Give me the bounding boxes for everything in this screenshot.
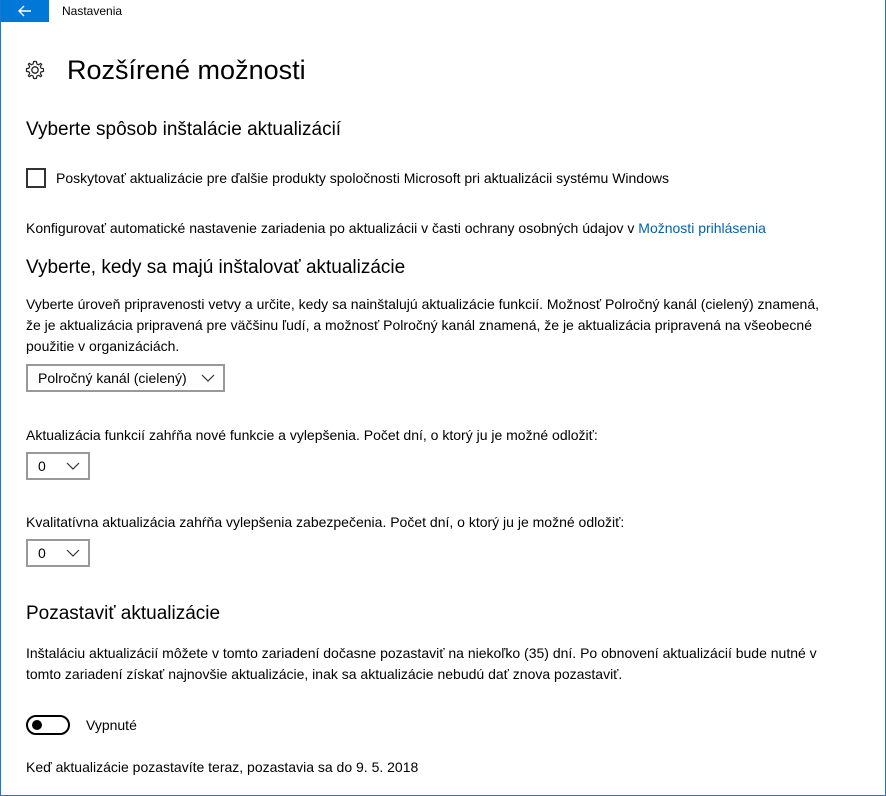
other-products-checkbox-label[interactable]: Poskytovať aktualizácie pre ďalšie produkty spoločnosti Microsoft pri aktualizácii systému Windows [56,170,669,186]
feature-update-label: Aktualizácia funkcií zahŕňa nové funkcie a vylepšenia. Počet dní, o ktorý ju je možné odložiť: [26,427,598,443]
config-text [26,218,836,239]
sign-in-options-link[interactable]: Možnosti prihlásenia [638,220,766,236]
config-text-label: Konfigurovať automatické nastavenie zariadenia po aktualizácii v časti ochrany osobných údajov v [26,220,639,236]
pause-updates-toggle[interactable] [26,715,70,735]
branch-readiness-select[interactable] [26,364,225,392]
quality-update-days-select[interactable] [26,539,90,567]
gear-icon [25,60,45,80]
branch-readiness-description: Vyberte úroveň pripravenosti vetvy a určite, kedy sa nainštalujú aktualizácie funkcií. Možnosť Polročný kanál (cielený) znamená, že je aktualizácia pripravená pre väčšinu ľudí, a možnosť Polročný kanál znamená, že je aktualizácia pripravená na všeobecné použitie v organizáciách. [26,296,820,354]
pause-updates-toggle-row[interactable] [26,715,137,735]
title-bar [1,0,885,22]
other-products-checkbox-row[interactable] [26,168,669,188]
pause-updates-toggle-label: Vypnuté [86,717,137,733]
feature-update-days-value: 0 [38,458,46,474]
toggle-knob [32,720,42,730]
other-products-checkbox[interactable] [26,168,46,188]
when-install-heading: Vyberte, kedy sa majú inštalovať aktualizácie [26,257,406,278]
quality-update-days-value: 0 [38,545,46,561]
page-title: Rozšírené možnosti [67,54,306,85]
branch-readiness-value: Polročný kanál (cielený) [38,370,187,386]
pause-until-note: Keď aktualizácie pozastavíte teraz, pozastavia sa do 9. 5. 2018 [26,759,419,775]
page-header [25,52,306,88]
feature-update-days-select[interactable] [26,452,90,480]
install-method-heading: Vyberte spôsob inštalácie aktualizácií [26,119,342,140]
chevron-down-icon [201,373,215,383]
pause-updates-heading: Pozastaviť aktualizácie [26,603,221,624]
chevron-down-icon [66,461,80,471]
pause-updates-description: Inštaláciu aktualizácií môžete v tomto zariadení dočasne pozastaviť na niekoľko (35) dní. Po obnovení aktualizácií bude nutné v tomto zariadení získať najnovšie aktualizácie, inak sa aktualizácie nebudú dať znova pozastaviť. [26,645,817,682]
chevron-down-icon [66,548,80,558]
back-button[interactable] [1,0,49,22]
quality-update-label: Kvalitatívna aktualizácia zahŕňa vylepšenia zabezpečenia. Počet dní, o ktorý ju je možné odložiť: [26,514,625,530]
back-arrow-icon [18,5,32,17]
window-title: Nastavenia [62,4,123,18]
